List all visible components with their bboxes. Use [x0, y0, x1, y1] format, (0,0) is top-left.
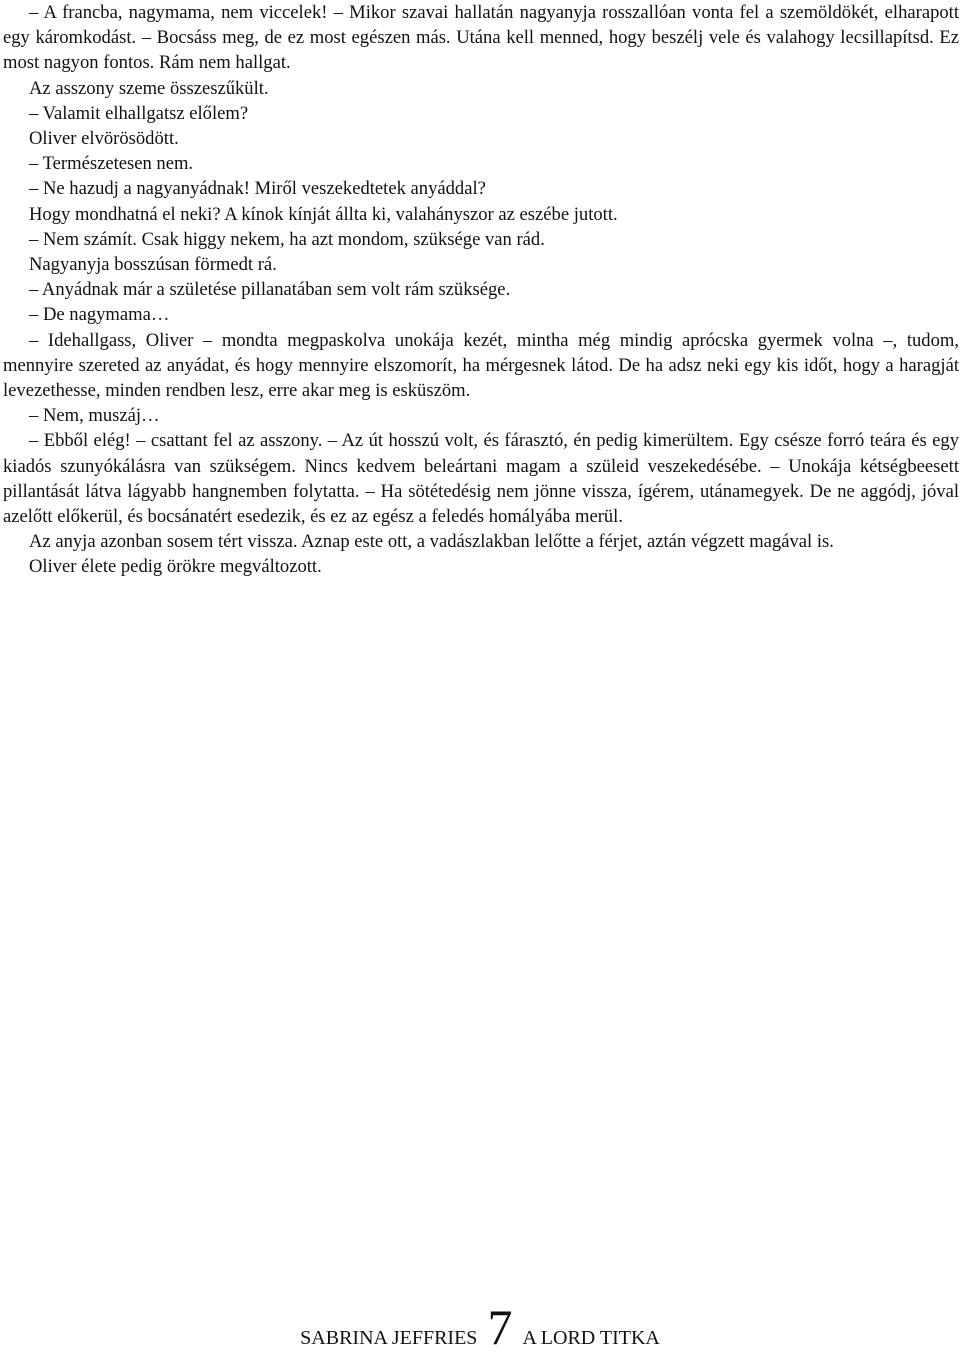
- paragraph-16: Oliver élete pedig örökre megváltozott.: [29, 556, 322, 578]
- paragraph-4: Oliver elvörösödött.: [29, 128, 179, 150]
- footer-book-title: A LORD TITKA: [522, 1327, 660, 1349]
- paragraph-7: Hogy mondhatná el neki? A kínok kínját állta ki, valahányszor az eszébe jutott.: [29, 203, 618, 225]
- paragraph-9: Nagyanyja bosszúsan förmedt rá.: [29, 254, 277, 276]
- paragraph-15: Az anyja azonban sosem tért vissza. Aznap este ott, a vadászlakban lelőtte a férjet, aztán végzett magával is.: [29, 531, 834, 553]
- paragraph-14: – Ebből elég! – csattant fel az asszony. – Az út hosszú volt, és fárasztó, én pedig kimerültem. Egy csésze forró teára és egy kiadós szunyókálásra van szükségem. Nincs kedvem beleártani magam a szüleid veszekedésébe. – Unokája kétségbeesett pillantását látva lágyabb hangnemben folytatta. – Ha sötétedésig nem jönne vissza, ígérem, utánamegyek. De ne aggódj, jóval azelőtt előkerül, és bocsánatért esedezik, és ez az egész a feledés homályába merül.: [3, 430, 959, 528]
- paragraph-1: – A francba, nagymama, nem viccelek! – Mikor szavai hallatán nagyanyja rosszallóan vonta fel a szemöldökét, elharapott egy káromkodást. – Bocsáss meg, de ez most egészen más. Utána kell menned, hogy beszélj vele és valahogy lecsillapítsd. Ez most nagyon fontos. Rám nem hallgat.: [3, 2, 959, 74]
- paragraph-6: – Ne hazudj a nagyanyádnak! Miről veszekedtetek anyáddal?: [29, 178, 486, 200]
- paragraph-3: – Valamit elhallgatsz előlem?: [29, 102, 249, 124]
- page-number: 7: [487, 1299, 513, 1355]
- story-text: [3, 0, 959, 580]
- paragraph-11: – De nagymama…: [29, 304, 170, 326]
- paragraph-2: Az asszony szeme összeszűkült.: [29, 77, 269, 99]
- page-body: [3, 0, 959, 580]
- paragraph-13: – Nem, muszáj…: [29, 405, 160, 427]
- paragraph-5: – Természetesen nem.: [29, 153, 194, 175]
- footer-author: SABRINA JEFFRIES: [300, 1327, 478, 1349]
- paragraph-12: – Idehallgass, Oliver – mondta megpaskolva unokája kezét, mintha még mindig aprócska gyermek volna –, tudom, mennyire szereted az anyádat, és hogy mennyire elszomorít, ha mérgesnek látod. De ha adsz neki egy kis időt, hogy a haragját levezethesse, minden rendben lesz, erre akar meg is esküszöm.: [3, 329, 959, 402]
- paragraph-10: – Anyádnak már a születése pillanatában sem volt rám szüksége.: [29, 279, 511, 301]
- paragraph-8: – Nem számít. Csak higgy nekem, ha azt mondom, szüksége van rád.: [29, 228, 545, 250]
